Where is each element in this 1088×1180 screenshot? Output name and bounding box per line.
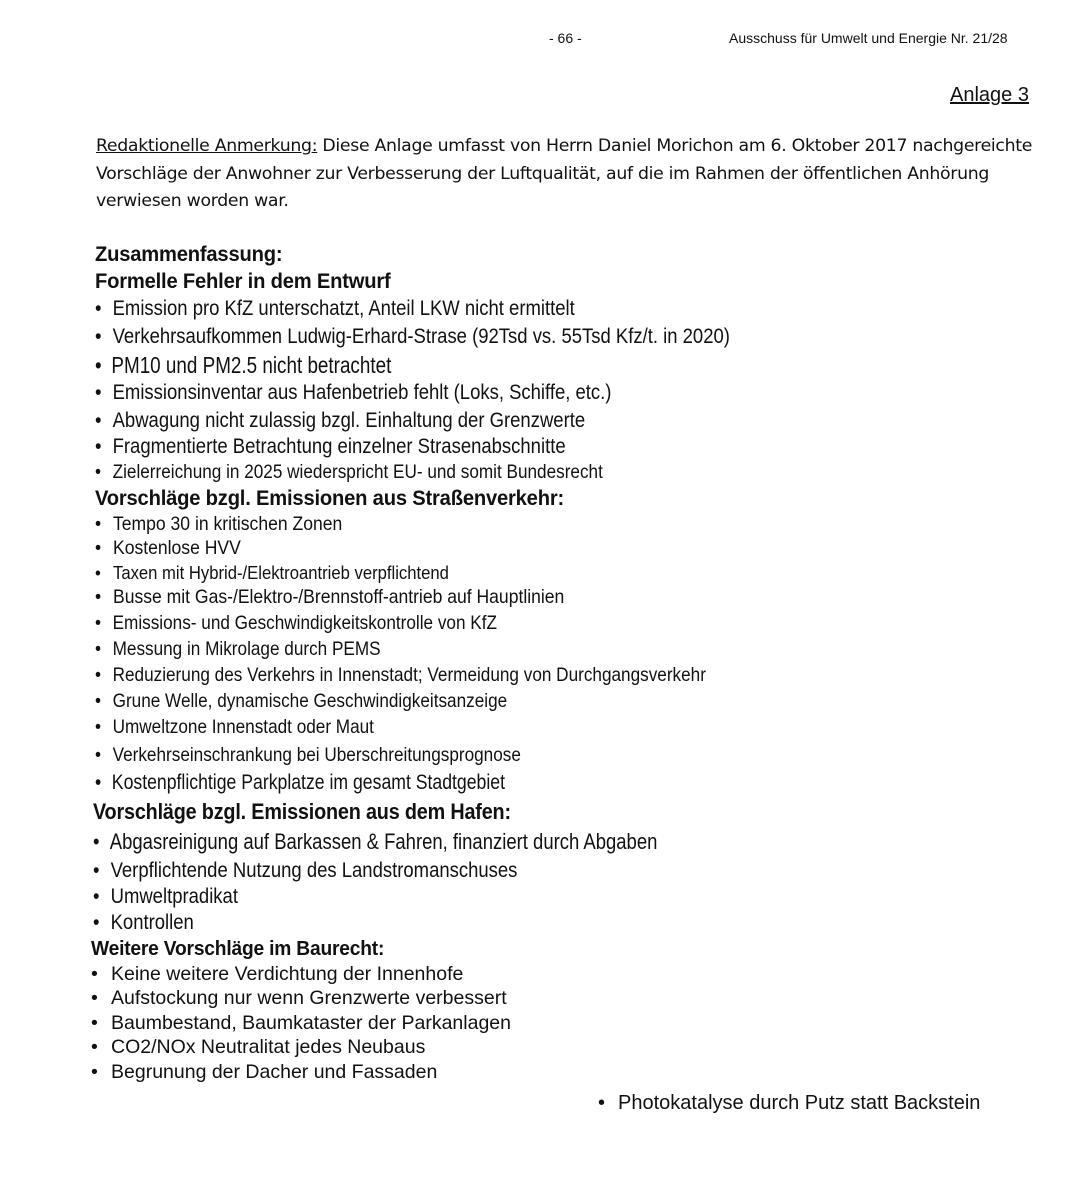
- list-item: • PM10 und PM2.5 nicht betrachtet: [95, 352, 392, 378]
- list-item: • Kostenpflichtige Parkplatze im gesamt Stadtgebiet: [95, 769, 901, 797]
- list-item: • Verkehrseinschrankung bei Uberschreitungsprognose: [95, 741, 940, 769]
- list-item: • Kostenlose HVV: [95, 537, 241, 559]
- list-item: • Abwagung nicht zulassig bzgl. Einhaltung der Grenzwerte: [95, 409, 586, 432]
- section-heading-harbour: Vorschläge bzgl. Emissionen aus dem Hafen:: [93, 798, 511, 824]
- list-item: • Kontrollen: [93, 910, 194, 934]
- editorial-note-text: Diese Anlage umfasst von Herrn Daniel Morichon am 6. Oktober 2017 nachgereichte Vorschläge der Anwohner zur Verbesserung der Luftqualität, auf die im Rahmen der öffentlichen Anhörung verwiesen worden war.: [96, 136, 1033, 211]
- bullet-icon: •: [598, 1092, 606, 1114]
- list-item: • Umweltpradikat: [93, 884, 238, 908]
- bullet-icon: •: [95, 611, 102, 634]
- list-item: • Baumbestand, Baumkataster der Parkanlagen: [91, 1011, 511, 1034]
- bullet-icon: •: [95, 689, 102, 712]
- list-item: • Abgasreinigung auf Barkassen & Fahren, finanziert durch Abgaben: [93, 827, 901, 857]
- summary-title: Zusammenfassung:: [95, 243, 283, 266]
- bullet-icon: •: [91, 987, 98, 1009]
- summary: [91, 241, 1055, 1084]
- bullet-icon: •: [93, 858, 100, 882]
- bullet-icon: •: [93, 910, 100, 934]
- list-item: • Keine weitere Verdichtung der Innenhofe: [91, 962, 464, 985]
- bullet-icon: •: [91, 1011, 98, 1034]
- list-item: • Busse mit Gas-/Elektro-/Brennstoff-antrieb auf Hauptlinien: [95, 586, 565, 608]
- bullet-icon: •: [91, 1060, 98, 1083]
- bullet-icon: •: [95, 381, 102, 404]
- committee-title: Ausschuss für Umwelt und Energie Nr. 21/28: [729, 30, 1008, 46]
- list-item: • Tempo 30 in kritischen Zonen: [95, 512, 343, 535]
- section-heading-formal-errors: Formelle Fehler in dem Entwurf: [95, 270, 391, 293]
- list-item: • Fragmentierte Betrachtung einzelner Strasenabschnitte: [95, 435, 566, 458]
- bullet-icon: •: [95, 637, 102, 660]
- bullet-icon: •: [93, 884, 100, 908]
- list-item: • CO2/NOx Neutralitat jedes Neubaus: [91, 1036, 426, 1058]
- bullet-icon: •: [95, 512, 102, 535]
- bullet-icon: •: [91, 1036, 98, 1058]
- list-item-photocatalysis: • Photokatalyse durch Putz statt Backstein: [598, 1092, 981, 1114]
- bullet-icon: •: [95, 461, 102, 483]
- bullet-icon: •: [95, 743, 102, 766]
- list-item: • Zielerreichung in 2025 wiederspricht EU- und somit Bundesrecht: [95, 461, 603, 483]
- bullet-icon: •: [91, 962, 98, 985]
- list-item: • Aufstockung nur wenn Grenzwerte verbessert: [91, 987, 507, 1009]
- page-number: - 66 -: [549, 30, 582, 46]
- bullet-icon: •: [95, 770, 102, 794]
- bullet-icon: •: [95, 561, 101, 583]
- list-item: • Begrunung der Dacher und Fassaden: [91, 1060, 438, 1083]
- list-item: • Verkehrsaufkommen Ludwig-Erhard-Strase (92Tsd vs. 55Tsd Kfz/t. in 2020): [95, 323, 940, 351]
- bullet-icon: •: [95, 409, 102, 432]
- list-item: • Umweltzone Innenstadt oder Maut: [95, 714, 940, 741]
- list-item: • Emission pro KfZ unterschatzt, Anteil LKW nicht ermittelt: [95, 295, 940, 323]
- list-item: • Taxen mit Hybrid-/Elektroantrieb verpflichtend: [95, 561, 959, 586]
- bullet-icon: •: [95, 325, 102, 348]
- bullet-icon: •: [95, 297, 102, 320]
- page-header: [0, 30, 1088, 50]
- bullet-icon: •: [93, 828, 100, 854]
- editorial-note-label: Redaktionelle Anmerkung:: [96, 136, 318, 156]
- list-item: • Emissionsinventar aus Hafenbetrieb fehlt (Loks, Schiffe, etc.): [95, 379, 940, 407]
- section-heading-building-law: Weitere Vorschläge im Baurecht:: [91, 937, 385, 960]
- list-item: • Verpflichtende Nutzung des Landstromanschuses: [93, 858, 518, 882]
- section-heading-road-traffic: Vorschläge bzgl. Emissionen aus Straßenverkehr:: [95, 486, 565, 510]
- annex-label: Anlage 3: [950, 84, 1029, 106]
- bullet-icon: •: [95, 715, 102, 738]
- bullet-icon: •: [95, 586, 102, 608]
- list-item: • Emissions- und Geschwindigkeitskontrolle von KfZ: [95, 611, 497, 634]
- bullet-icon: •: [95, 663, 102, 686]
- list-item: • Messung in Mikrolage durch PEMS: [95, 637, 381, 660]
- bullet-icon: •: [95, 537, 102, 559]
- bullet-icon: •: [95, 435, 102, 458]
- bullet-icon: •: [95, 352, 102, 378]
- list-item: • Reduzierung des Verkehrs in Innenstadt; Vermeidung von Durchgangsverkehr: [95, 663, 706, 686]
- editorial-note: [96, 133, 1036, 216]
- list-item: • Grune Welle, dynamische Geschwindigkeitsanzeige: [95, 689, 508, 712]
